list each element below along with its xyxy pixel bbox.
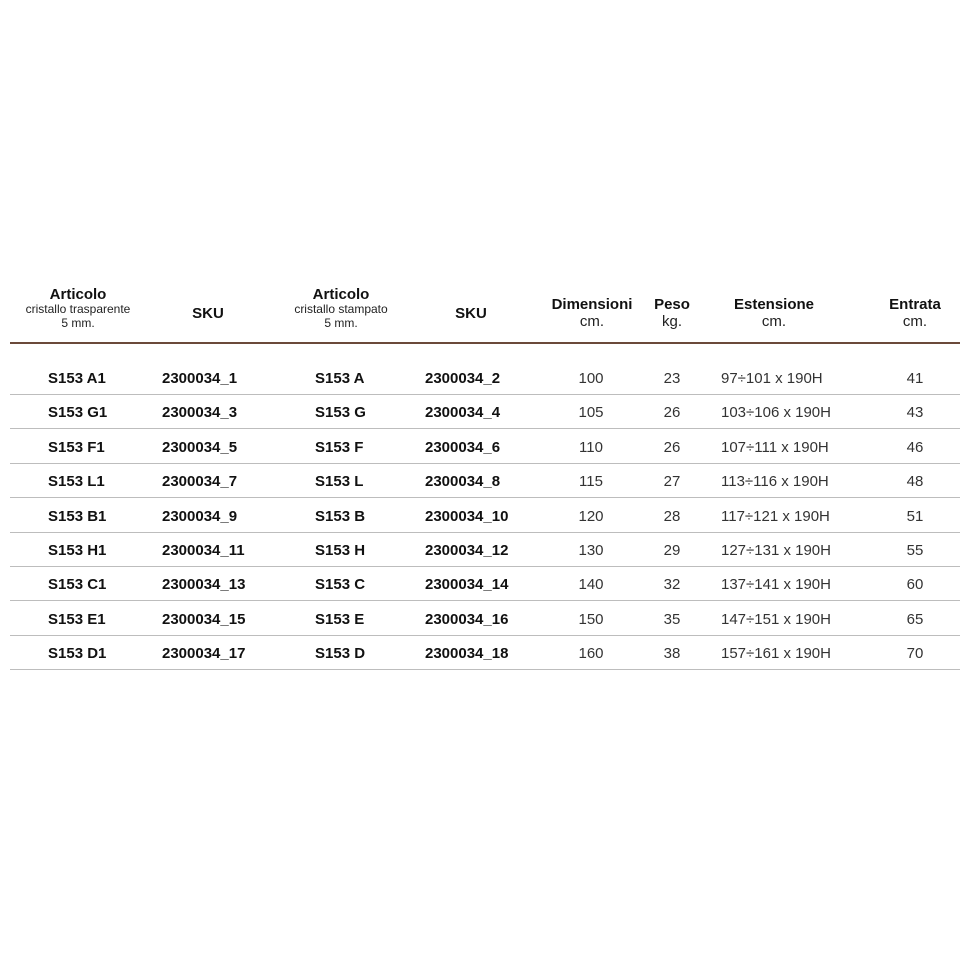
articolo-stampato-cell: S153 D [315,645,366,663]
estensione-cell: 107÷111 x 190H [721,438,829,456]
entrata-cell: 41 [906,370,924,387]
articolo-stampato-cell: S153 A [315,370,365,387]
dimensioni-cell: 110 [579,438,603,456]
header-unit: kg. [661,313,682,331]
articolo-trasparente-cell: S153 L1 [48,473,105,491]
table-header [10,286,960,344]
entrata-cell: 48 [906,473,924,491]
estensione-cell: 117÷121 x 190H [721,507,830,525]
header-articolo-trasparente [10,286,146,331]
entrata-cell: 70 [906,645,924,663]
table-row [10,603,960,636]
entrata-cell: 43 [906,404,924,422]
estensione-cell: 127÷131 x 190H [721,541,831,559]
table-row [10,362,960,395]
table-row [10,568,960,601]
articolo-stampato-cell: S153 F [315,438,364,456]
dimensioni-cell: 120 [578,507,604,525]
entrata-cell: 55 [906,541,924,559]
sku-stampato-cell: 2300034_16 [425,610,509,628]
articolo-trasparente-cell: S153 B1 [48,507,107,525]
dimensioni-cell: 100 [578,370,604,387]
header-title: Articolo [312,286,370,303]
header-subtitle: cristallo stampato [294,302,388,317]
entrata-cell: 60 [906,576,924,594]
articolo-trasparente-cell: S153 G1 [48,404,108,422]
entrata-cell: 51 [906,507,924,525]
peso-cell: 26 [663,438,681,456]
dimensioni-cell: 115 [579,473,603,491]
peso-cell: 32 [663,576,681,594]
sku-trasparente-cell: 2300034_5 [162,438,238,456]
peso-cell: 35 [663,610,681,628]
peso-cell: 27 [663,473,681,491]
sku-trasparente-cell: 2300034_17 [162,645,246,663]
peso-cell: 23 [663,370,681,387]
sku-stampato-cell: 2300034_12 [425,541,509,559]
table-row [10,396,960,429]
sku-trasparente-cell: 2300034_13 [162,576,246,594]
header-subtitle: 5 mm. [324,316,358,331]
articolo-stampato-cell: S153 B [315,507,366,525]
header-unit: cm. [761,313,787,331]
header-articolo-stampato [281,286,401,331]
header-dimensioni [544,296,640,331]
table-row [10,431,960,464]
estensione-cell: 113÷116 x 190H [721,473,829,491]
articolo-stampato-cell: S153 E [315,610,365,628]
table-body [10,362,960,670]
estensione-cell: 103÷106 x 190H [721,404,831,422]
dimensioni-cell: 105 [578,404,604,422]
header-title: Estensione [733,296,815,313]
header-title: SKU [192,305,224,322]
articolo-trasparente-cell: S153 E1 [48,610,106,628]
articolo-stampato-cell: S153 G [315,404,366,422]
header-unit: cm. [902,313,928,331]
peso-cell: 29 [663,541,681,559]
header-unit: cm. [579,313,605,331]
sku-stampato-cell: 2300034_2 [425,370,501,387]
entrata-cell: 46 [906,438,924,456]
table-row [10,500,960,533]
entrata-cell: 65 [906,610,924,628]
header-sku-1 [180,305,236,322]
articolo-stampato-cell: S153 C [315,576,366,594]
estensione-cell: 147÷151 x 190H [721,610,831,628]
sku-trasparente-cell: 2300034_7 [162,473,238,491]
table-row [10,465,960,498]
articolo-trasparente-cell: S153 A1 [48,370,106,387]
header-subtitle: cristallo trasparente [25,302,131,317]
table-row [10,534,960,567]
dimensioni-cell: 150 [578,610,604,628]
header-title: Articolo [49,286,107,303]
header-entrata [878,296,952,331]
table-row [10,637,960,670]
articolo-stampato-cell: S153 H [315,541,366,559]
estensione-cell: 97÷101 x 190H [721,370,823,387]
header-subtitle: 5 mm. [61,316,95,331]
dimensioni-cell: 130 [578,541,604,559]
header-sku-2 [443,305,499,322]
articolo-trasparente-cell: S153 F1 [48,438,105,456]
header-title: Dimensioni [551,296,633,313]
dimensioni-cell: 160 [578,645,604,663]
header-title: Entrata [889,296,941,313]
sku-trasparente-cell: 2300034_9 [162,507,238,525]
peso-cell: 28 [663,507,681,525]
peso-cell: 26 [663,404,681,422]
header-title: SKU [455,305,487,322]
sku-stampato-cell: 2300034_14 [425,576,509,594]
estensione-cell: 137÷141 x 190H [721,576,831,594]
articolo-trasparente-cell: S153 C1 [48,576,107,594]
sku-trasparente-cell: 2300034_1 [162,370,238,387]
articolo-stampato-cell: S153 L [315,473,364,491]
spec-table [10,286,960,672]
peso-cell: 38 [663,645,681,663]
sku-trasparente-cell: 2300034_3 [162,404,238,422]
articolo-trasparente-cell: S153 D1 [48,645,107,663]
articolo-trasparente-cell: S153 H1 [48,541,107,559]
header-estensione [724,296,824,331]
sku-stampato-cell: 2300034_4 [425,404,501,422]
estensione-cell: 157÷161 x 190H [721,645,831,663]
header-peso [648,296,696,331]
sku-trasparente-cell: 2300034_15 [162,610,246,628]
sku-trasparente-cell: 2300034_11 [162,541,245,559]
sku-stampato-cell: 2300034_6 [425,438,501,456]
sku-stampato-cell: 2300034_10 [425,507,509,525]
dimensioni-cell: 140 [578,576,604,594]
sku-stampato-cell: 2300034_8 [425,473,501,491]
sku-stampato-cell: 2300034_18 [425,645,509,663]
header-title: Peso [654,296,690,313]
